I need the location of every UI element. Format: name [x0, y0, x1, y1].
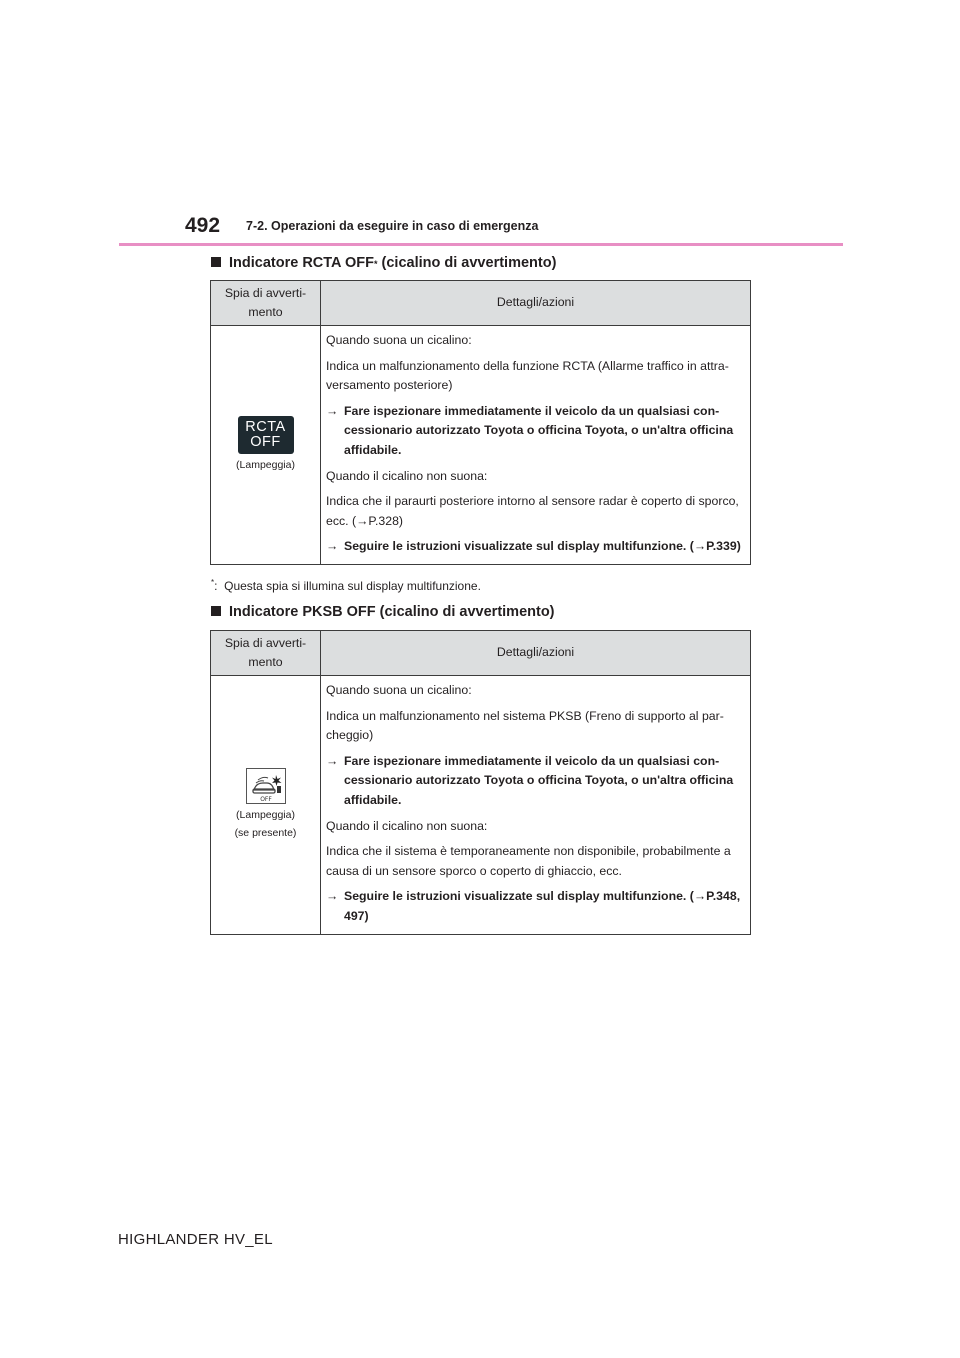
action-text: Fare ispezionare immediatamente il veicolo da un qualsiasi con-cessionario autorizzato Toyota o officina Toyota, o un'altra officina affidabile.	[344, 753, 734, 807]
column-header-light: Spia di avverti- mento	[211, 281, 321, 326]
arrow-right-icon: →	[326, 753, 339, 768]
rcta-warning-table	[210, 280, 751, 565]
footnote	[211, 578, 481, 593]
section-title-rcta	[211, 255, 556, 271]
square-bullet-icon	[211, 257, 221, 267]
arrow-right-icon: →	[326, 403, 339, 418]
title-footnote-mark: *	[374, 259, 378, 269]
pksb-warning-table	[210, 630, 751, 935]
details-cell	[321, 676, 751, 935]
icon-caption: (se presente)	[234, 826, 297, 839]
warning-light-cell	[211, 676, 321, 935]
action-text: Fare ispezionare immediatamente il veicolo da un qualsiasi con-cessionario autorizzato Toyota o officina Toyota, o un'altra officina affidabile.	[344, 403, 734, 457]
detail-text: Indica che il paraurti posteriore intorno al sensore radar è coperto di sporco, ecc. (→P.328)	[326, 494, 739, 528]
footnote-text: : Questa spia si illumina sul display multifunzione.	[214, 579, 481, 593]
action-text: Seguire le istruzioni visualizzate sul display multifunzione. (→P.339)	[344, 539, 741, 554]
action-text: Seguire le istruzioni visualizzate sul display multifunzione. (→P.348, 497)	[344, 889, 741, 923]
pksb-off-icon	[246, 768, 286, 804]
table-header-row	[211, 631, 751, 676]
model-footer: HIGHLANDER HV_EL	[118, 1231, 273, 1248]
rcta-icon-off-text: OFF	[250, 433, 281, 450]
details-cell	[321, 326, 751, 565]
detail-text: Quando suona un cicalino:	[326, 333, 472, 347]
detail-text: Indica che il sistema è temporaneamente non disponibile, probabilmente a causa di un sensore sporco o coperto di ghiaccio, ecc.	[326, 844, 731, 878]
table-header-row	[211, 281, 751, 326]
column-header-details: Dettagli/azioni	[321, 631, 751, 676]
page-number: 492	[185, 214, 221, 237]
footnote-mark: *	[211, 578, 215, 587]
rcta-icon-text: RCTA	[245, 418, 286, 435]
arrow-right-icon: →	[326, 889, 339, 904]
pksb-icon-label: OFF	[259, 795, 272, 803]
detail-text: Indica un malfunzionamento nel sistema PKSB (Freno di supporto al par-cheggio)	[326, 708, 724, 743]
icon-caption: (Lampeggia)	[236, 458, 295, 471]
action-item	[326, 537, 744, 557]
column-header-light: Spia di avverti- mento	[211, 631, 321, 676]
square-bullet-icon	[211, 606, 221, 616]
table-row	[211, 676, 751, 935]
section-title-suffix: (cicalino di avvertimento)	[377, 255, 557, 271]
action-item	[326, 887, 744, 926]
car-sonar-icon	[247, 769, 285, 803]
rcta-off-icon	[238, 416, 294, 454]
section-title-text: Indicatore PKSB OFF (cicalino di avvertimento)	[229, 604, 555, 620]
detail-text: Indica un malfunzionamento della funzione RCTA (Allarme traffico in attra-versamento posteriore)	[326, 358, 729, 393]
detail-text: Quando suona un cicalino:	[326, 683, 472, 697]
chapter-title: 7-2. Operazioni da eseguire in caso di emergenza	[246, 219, 539, 233]
icon-caption: (Lampeggia)	[236, 808, 295, 821]
warning-light-cell	[211, 326, 321, 565]
detail-text: Quando il cicalino non suona:	[326, 468, 488, 483]
detail-text: Quando il cicalino non suona:	[326, 818, 488, 833]
header-rule	[119, 243, 843, 246]
section-title-text: Indicatore RCTA OFF	[229, 255, 374, 271]
action-item	[326, 402, 744, 461]
column-header-details: Dettagli/azioni	[321, 281, 751, 326]
arrow-right-icon: →	[326, 539, 339, 554]
section-title-pksb	[211, 604, 555, 620]
action-item	[326, 752, 744, 811]
table-row	[211, 326, 751, 565]
